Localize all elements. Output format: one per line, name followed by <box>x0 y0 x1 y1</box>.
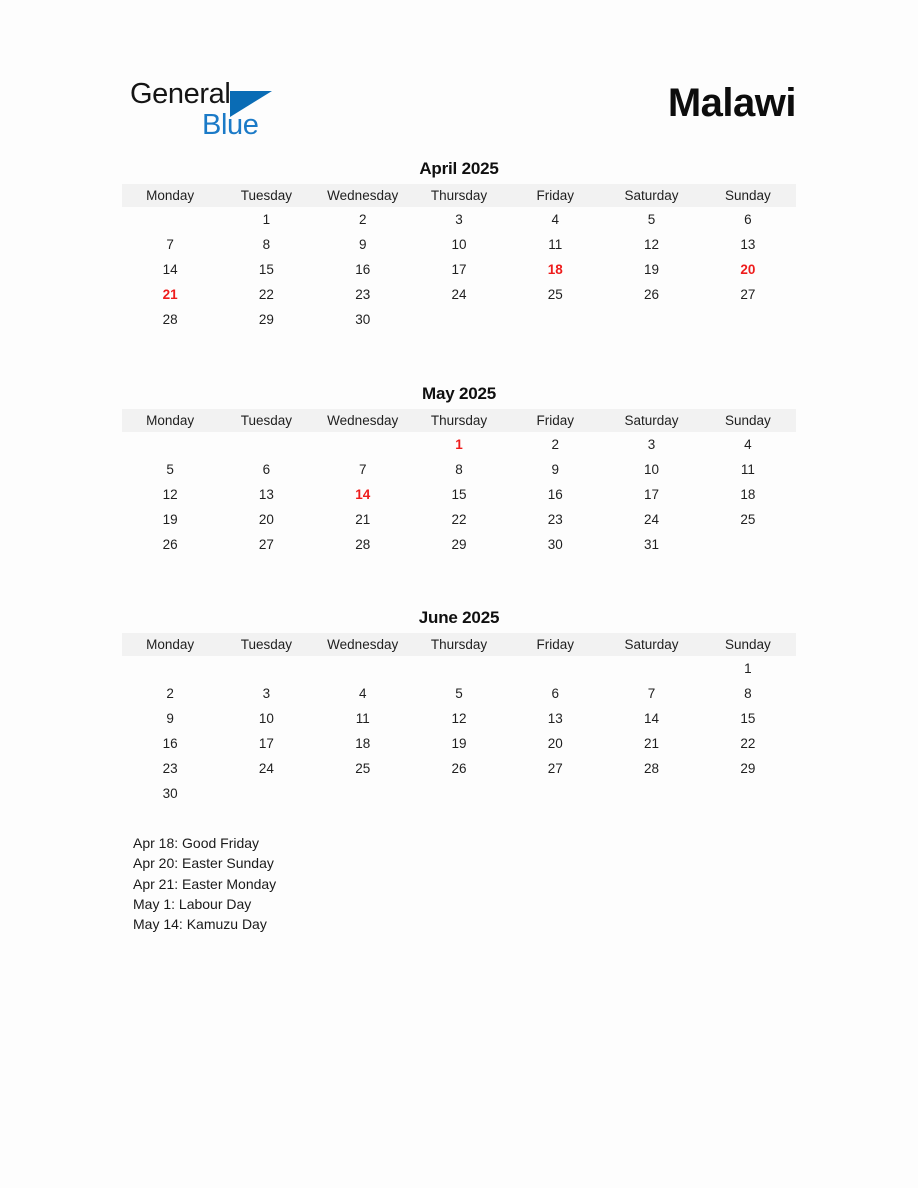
day-cell[interactable]: 13 <box>740 237 756 252</box>
day-cell[interactable]: 20 <box>547 736 563 751</box>
day-cell-holiday[interactable]: 14 <box>355 487 371 502</box>
page-title: Malawi <box>667 81 796 125</box>
weekday-header-tuesday: Tuesday <box>218 184 314 207</box>
day-cell[interactable]: 17 <box>644 487 660 502</box>
day-cell[interactable]: 26 <box>644 287 660 302</box>
day-cell[interactable]: 9 <box>166 711 174 726</box>
day-cell[interactable]: 24 <box>258 761 274 776</box>
month-title: May 2025 <box>421 384 496 403</box>
day-cell[interactable]: 20 <box>258 512 274 527</box>
day-cell[interactable]: 10 <box>451 237 467 252</box>
day-cell[interactable]: 7 <box>166 237 174 252</box>
day-cell-empty <box>218 781 314 806</box>
day-cell[interactable]: 11 <box>548 237 563 252</box>
week-row <box>122 282 796 307</box>
day-cell[interactable]: 22 <box>740 736 756 751</box>
day-cell-empty <box>603 656 699 681</box>
day-cell[interactable]: 5 <box>166 462 174 477</box>
day-cell-empty <box>700 781 796 806</box>
day-cell[interactable]: 6 <box>262 462 271 477</box>
day-cell[interactable]: 30 <box>547 537 563 552</box>
day-cell[interactable]: 4 <box>744 437 752 452</box>
logo-text-blue: Blue <box>202 109 259 141</box>
day-cell[interactable]: 10 <box>258 711 274 726</box>
day-cell-empty <box>411 307 507 332</box>
day-cell[interactable]: 22 <box>258 287 274 302</box>
day-cell[interactable]: 6 <box>551 686 560 701</box>
weekday-header-monday: Monday <box>122 184 218 207</box>
day-cell[interactable]: 3 <box>262 686 271 701</box>
day-cell[interactable]: 25 <box>740 512 756 527</box>
day-cell-empty <box>122 207 218 232</box>
day-cell[interactable]: 14 <box>644 711 660 726</box>
holiday-legend <box>133 833 633 934</box>
weekday-header-friday: Friday <box>507 409 603 432</box>
weekday-header-wednesday: Wednesday <box>315 633 411 656</box>
day-cell-empty <box>603 307 699 332</box>
holiday-legend-item: May 1: Labour Day <box>133 895 252 912</box>
day-cell[interactable]: 3 <box>647 437 656 452</box>
weekday-header-saturday: Saturday <box>603 184 699 207</box>
day-cell-empty <box>218 656 314 681</box>
week-row <box>122 681 796 706</box>
day-cell[interactable]: 25 <box>355 761 371 776</box>
day-cell-empty <box>507 656 603 681</box>
day-cell[interactable]: 18 <box>355 736 371 751</box>
day-cell[interactable]: 28 <box>162 312 178 327</box>
holiday-legend-item: May 14: Kamuzu Day <box>133 916 267 933</box>
day-cell-empty <box>411 781 507 806</box>
month-block <box>122 158 796 332</box>
week-row <box>122 731 796 756</box>
day-cell[interactable]: 1 <box>262 212 271 227</box>
day-cell-holiday[interactable]: 1 <box>455 437 463 452</box>
month-block <box>122 607 796 806</box>
weekday-header-tuesday: Tuesday <box>218 409 314 432</box>
day-cell-empty <box>315 781 411 806</box>
month-calendar-table <box>122 633 796 806</box>
day-cell-empty <box>700 532 796 557</box>
day-cell[interactable]: 19 <box>644 262 660 277</box>
day-cell[interactable]: 16 <box>162 736 178 751</box>
day-cell-empty <box>411 656 507 681</box>
day-cell-empty <box>603 781 699 806</box>
day-cell-empty <box>507 781 603 806</box>
week-row <box>122 307 796 332</box>
day-cell[interactable]: 8 <box>455 462 463 477</box>
weekday-header-sunday: Sunday <box>700 633 796 656</box>
day-cell[interactable]: 8 <box>262 237 271 252</box>
day-cell[interactable]: 1 <box>744 661 752 676</box>
weekday-header-friday: Friday <box>507 184 603 207</box>
day-cell-empty <box>700 307 796 332</box>
day-cell[interactable]: 30 <box>162 786 178 801</box>
day-cell[interactable]: 28 <box>355 537 371 552</box>
day-cell[interactable]: 30 <box>355 312 371 327</box>
day-cell-empty <box>315 656 411 681</box>
week-row <box>122 532 796 557</box>
day-cell[interactable]: 23 <box>547 512 563 527</box>
day-cell[interactable]: 23 <box>162 761 178 776</box>
day-cell[interactable]: 15 <box>740 711 756 726</box>
holiday-legend-item: Apr 18: Good Friday <box>133 835 260 851</box>
day-cell[interactable]: 29 <box>740 761 756 776</box>
day-cell[interactable]: 24 <box>644 512 660 527</box>
day-cell-holiday[interactable]: 20 <box>740 262 756 277</box>
day-cell[interactable]: 8 <box>744 686 752 701</box>
day-cell[interactable]: 4 <box>551 212 560 227</box>
day-cell[interactable]: 14 <box>162 262 178 277</box>
weekday-header-sunday: Sunday <box>700 409 796 432</box>
weekday-header-row <box>122 409 796 432</box>
day-cell[interactable]: 18 <box>740 487 756 502</box>
day-cell[interactable]: 19 <box>162 512 178 527</box>
day-cell[interactable]: 24 <box>451 287 467 302</box>
day-cell[interactable]: 29 <box>451 537 467 552</box>
day-cell[interactable]: 2 <box>358 212 367 227</box>
day-cell-empty <box>507 307 603 332</box>
weekday-header-monday: Monday <box>122 409 218 432</box>
month-calendar-table <box>122 184 796 332</box>
day-cell[interactable]: 3 <box>455 212 463 227</box>
weekday-header-tuesday: Tuesday <box>218 633 314 656</box>
day-cell[interactable]: 9 <box>551 462 560 477</box>
day-cell[interactable]: 9 <box>358 237 367 252</box>
page-header <box>122 72 796 141</box>
day-cell[interactable]: 16 <box>547 487 563 502</box>
day-cell-empty <box>315 432 411 457</box>
day-cell[interactable]: 12 <box>451 711 467 726</box>
day-cell[interactable]: 13 <box>547 711 563 726</box>
day-cell[interactable]: 12 <box>162 487 178 502</box>
day-cell[interactable]: 11 <box>740 462 755 477</box>
day-cell[interactable]: 27 <box>258 537 274 552</box>
month-calendar-table <box>122 409 796 557</box>
week-row <box>122 507 796 532</box>
day-cell[interactable]: 27 <box>740 287 756 302</box>
day-cell[interactable]: 28 <box>644 761 660 776</box>
day-cell[interactable]: 12 <box>644 237 660 252</box>
day-cell[interactable]: 2 <box>551 437 560 452</box>
day-cell[interactable]: 6 <box>744 212 752 227</box>
month-title: June 2025 <box>418 608 500 627</box>
week-row <box>122 232 796 257</box>
day-cell[interactable]: 2 <box>166 686 174 701</box>
day-cell[interactable]: 17 <box>258 736 274 751</box>
week-row <box>122 781 796 806</box>
day-cell[interactable]: 15 <box>258 262 274 277</box>
weekday-header-sunday: Sunday <box>700 184 796 207</box>
day-cell[interactable]: 25 <box>547 287 563 302</box>
day-cell[interactable]: 5 <box>455 686 463 701</box>
day-cell[interactable]: 5 <box>647 212 656 227</box>
day-cell-holiday[interactable]: 18 <box>547 262 563 277</box>
weekday-header-wednesday: Wednesday <box>315 409 411 432</box>
day-cell[interactable]: 26 <box>451 761 467 776</box>
general-blue-logo <box>130 78 310 140</box>
weekday-header-monday: Monday <box>122 633 218 656</box>
weekday-header-thursday: Thursday <box>411 409 507 432</box>
holiday-legend-item: Apr 21: Easter Monday <box>133 875 277 892</box>
week-row <box>122 257 796 282</box>
day-cell[interactable]: 17 <box>451 262 467 277</box>
day-cell[interactable]: 31 <box>644 537 660 552</box>
day-cell-empty <box>122 432 218 457</box>
week-row <box>122 432 796 457</box>
week-row <box>122 207 796 232</box>
weekday-header-thursday: Thursday <box>411 633 507 656</box>
weekday-header-saturday: Saturday <box>603 409 699 432</box>
day-cell-empty <box>218 432 314 457</box>
week-row <box>122 656 796 681</box>
week-row <box>122 706 796 731</box>
day-cell[interactable]: 13 <box>258 487 274 502</box>
weekday-header-saturday: Saturday <box>603 633 699 656</box>
day-cell[interactable]: 11 <box>355 711 370 726</box>
day-cell[interactable]: 21 <box>644 736 660 751</box>
week-row <box>122 756 796 781</box>
day-cell[interactable]: 21 <box>355 512 371 527</box>
day-cell[interactable]: 7 <box>647 686 656 701</box>
day-cell[interactable]: 27 <box>547 761 563 776</box>
holiday-legend-item: Apr 20: Easter Sunday <box>133 855 274 872</box>
weekday-header-row <box>122 633 796 656</box>
week-row <box>122 457 796 482</box>
month-block <box>122 383 796 557</box>
day-cell[interactable]: 16 <box>355 262 371 277</box>
day-cell[interactable]: 26 <box>162 537 178 552</box>
day-cell-holiday[interactable]: 21 <box>162 287 178 302</box>
day-cell-empty <box>122 656 218 681</box>
day-cell[interactable]: 29 <box>258 312 274 327</box>
day-cell[interactable]: 19 <box>451 736 467 751</box>
logo-text-general: General <box>130 78 231 110</box>
weekday-header-thursday: Thursday <box>411 184 507 207</box>
day-cell[interactable]: 10 <box>644 462 660 477</box>
day-cell[interactable]: 7 <box>358 462 367 477</box>
day-cell[interactable]: 4 <box>358 686 367 701</box>
weekday-header-row <box>122 184 796 207</box>
day-cell[interactable]: 23 <box>355 287 371 302</box>
day-cell[interactable]: 22 <box>451 512 467 527</box>
month-title: April 2025 <box>419 159 499 178</box>
weekday-header-friday: Friday <box>507 633 603 656</box>
day-cell[interactable]: 15 <box>451 487 467 502</box>
weekday-header-wednesday: Wednesday <box>315 184 411 207</box>
week-row <box>122 482 796 507</box>
